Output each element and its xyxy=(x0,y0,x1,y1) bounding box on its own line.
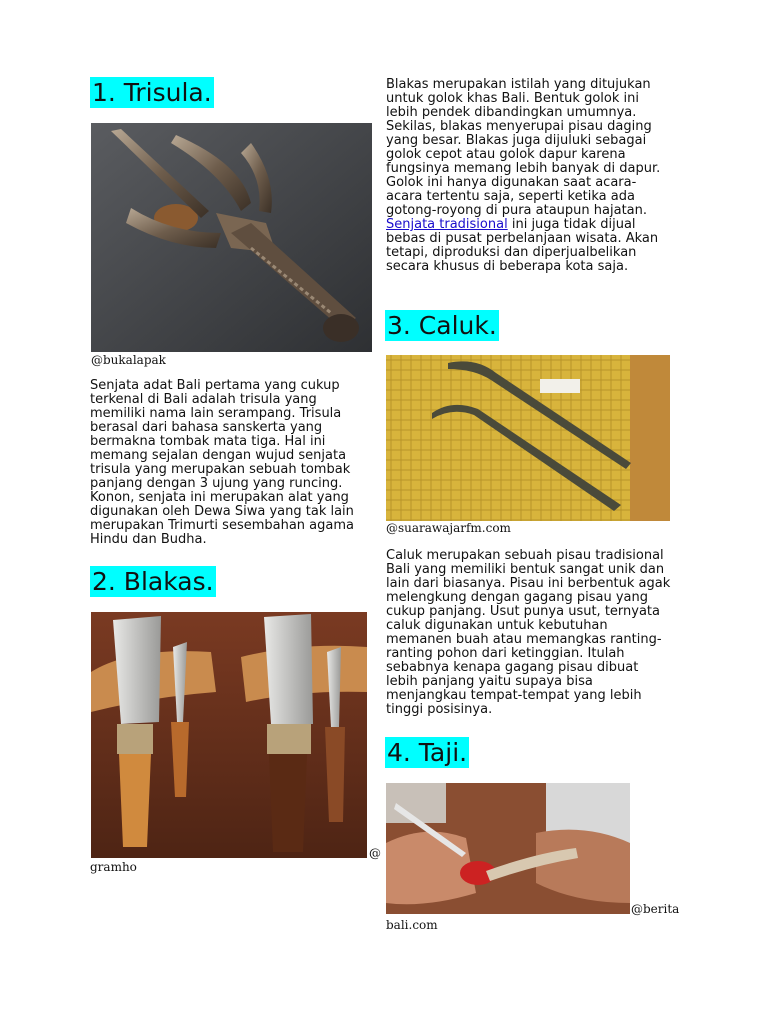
taji-caption-inline: @berita xyxy=(631,902,680,916)
heading-blakas: 2. Blakas. xyxy=(92,567,214,596)
trisula-paragraph: Senjata adat Bali pertama yang cukup terkenal di Bali adalah trisula yang memiliki nama lain serampang. Trisula berasal dari bahasa sanskerta yang bermakna tombak mata tiga. Hal ini memang sejalan dengan wujud senjata trisula yang merupakan sebuah tombak panjang dengan 3 ujung yang runcing. Konon, senjata ini merupakan alat yang digunakan oleh Dewa Siwa yang tak lain merupakan Trimurti sesembahan agama Hindu dan Budha. xyxy=(90,378,354,547)
blakas-caption: gramho xyxy=(90,860,137,874)
caluk-paragraph: Caluk merupakan sebuah pisau tradisional Bali yang memiliki bentuk sangat unik dan lain dari biasanya. Pisau ini berbentuk agak melengkung dengan gagang pisau yang cukup panjang. Usut punya usut, ternyata caluk digunakan untuk kebutuhan memanen buah atau memangkas ranting-ranting pohon dari ketinggian. Itulah sebabnya kenapa gagang pisau dibuat lebih panjang yaitu supaya bisa menjangkau tempat-tempat yang lebih tinggi posisinya. xyxy=(386,548,671,717)
caluk-photo xyxy=(386,355,670,521)
heading-caluk: 3. Caluk. xyxy=(387,311,497,340)
heading-taji: 4. Taji. xyxy=(387,738,468,767)
blakas-photo xyxy=(91,612,367,858)
caluk-caption: @suarawajarfm.com xyxy=(386,521,511,535)
blakas-paragraph xyxy=(386,78,672,274)
blakas-paragraph-before: Blakas merupakan istilah yang ditujukan untuk golok khas Bali. Bentuk golok ini lebih pendek dibandingkan umumnya. Sekilas, blakas menyerupai pisau daging yang besar. Blakas juga dijuluki sebagai golok cepot atau golok dapur karena fungsinya memang lebih banyak di dapur. Golok ini hanya digunakan saat acara-acara tertentu saja, seperti ketika ada gotong-royong di pura ataupun hajatan. xyxy=(386,77,661,218)
blakas-paragraph-after: ini juga tidak dijual bebas di pusat perbelanjaan wisata. Akan tetapi, diproduksi dan diperjualbelikan secara khusus di beberapa kota saja. xyxy=(386,217,659,274)
taji-caption: bali.com xyxy=(386,918,438,932)
taji-photo xyxy=(386,783,630,914)
senjata-tradisional-link[interactable]: Senjata tradisional xyxy=(386,217,508,232)
trisula-caption: @bukalapak xyxy=(91,353,166,367)
heading-trisula: 1. Trisula. xyxy=(92,78,212,107)
blakas-caption-at: @ xyxy=(369,846,381,860)
trisula-photo xyxy=(91,123,372,352)
